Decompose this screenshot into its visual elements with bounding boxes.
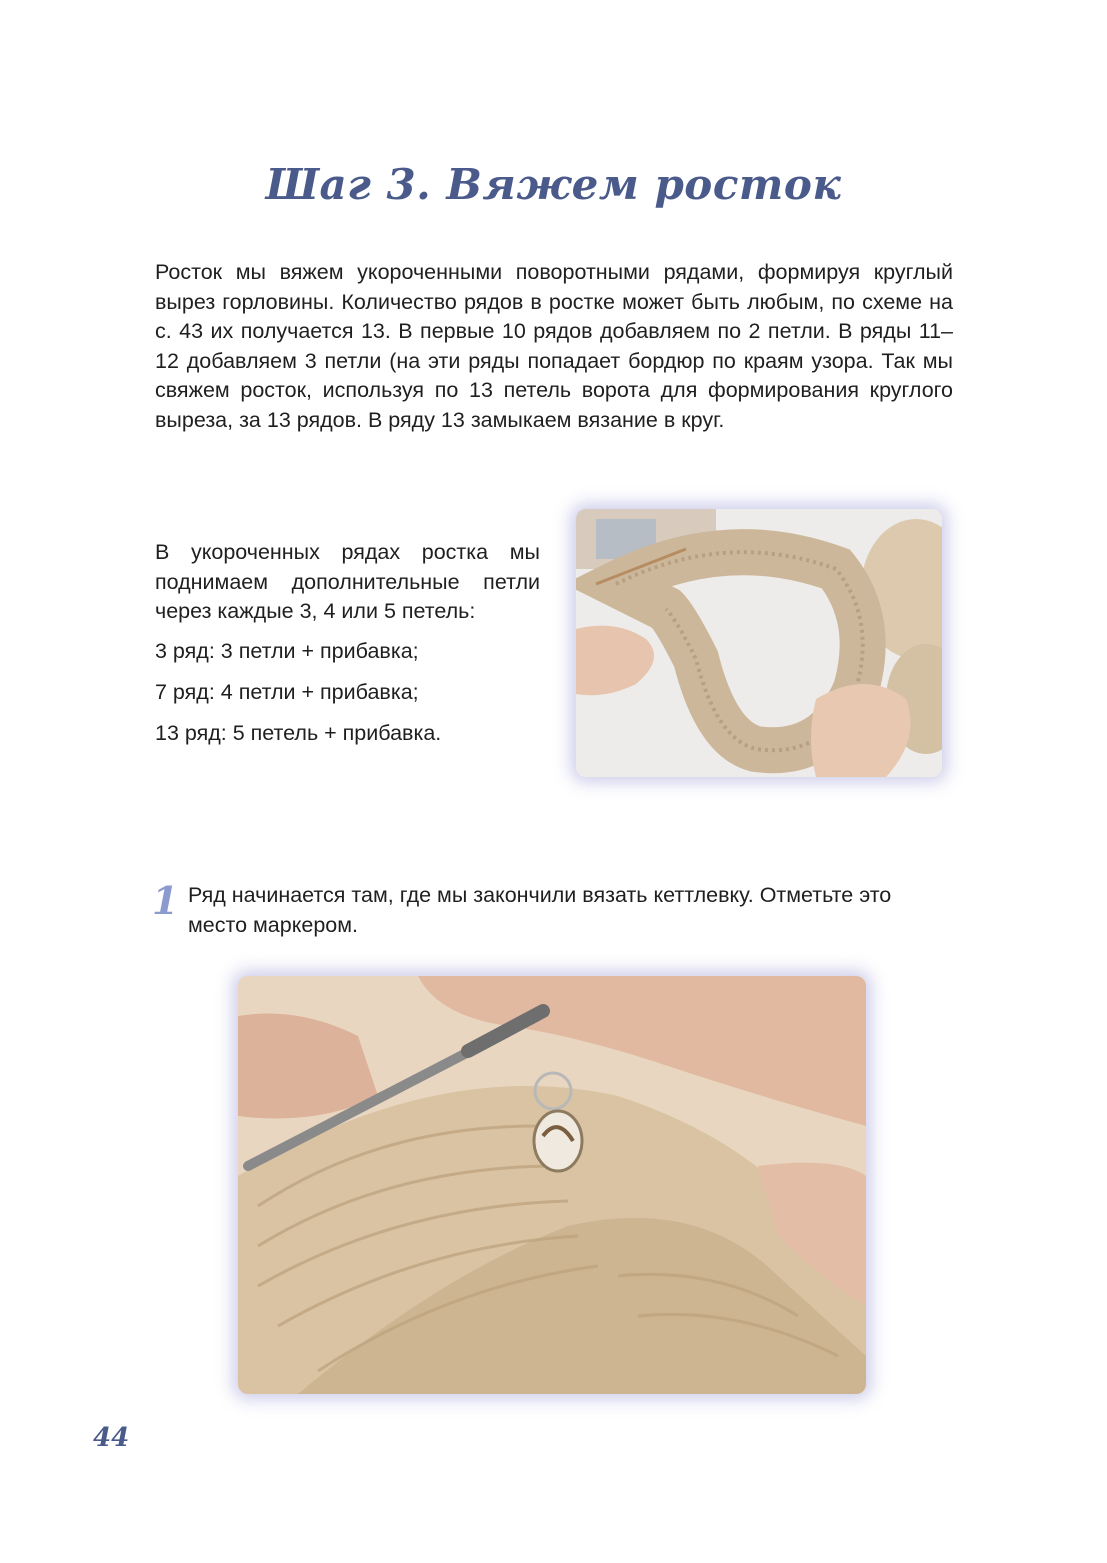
stitch-marker-photo bbox=[238, 976, 866, 1394]
list-item: 3 ряд: 3 петли + прибавка; bbox=[155, 639, 419, 663]
stitch-marker-illustration bbox=[238, 976, 866, 1394]
list-item: 13 ряд: 5 петель + прибавка. bbox=[155, 721, 442, 745]
step-number: 1 bbox=[152, 878, 179, 923]
row-increase-list bbox=[155, 636, 441, 759]
knitting-progress-illustration bbox=[576, 509, 942, 777]
short-rows-text: В укороченных рядах ростка мы поднимаем дополнительные петли через каждые 3, 4 или 5 петель: bbox=[155, 540, 540, 623]
step-text: Ряд начинается там, где мы закончили вязать кеттлевку. Отметьте это место маркером. bbox=[188, 883, 892, 937]
page-title: Шаг 3. Вяжем росток bbox=[265, 160, 842, 209]
list-item: 7 ряд: 4 петли + прибавка; bbox=[155, 680, 419, 704]
page-number: 44 bbox=[93, 1423, 130, 1453]
intro-paragraph: Росток мы вяжем укороченными поворотными рядами, формируя круглый вырез горловины. Количество рядов в ростке может быть любым, по схеме на с. 43 их получается 13. В первые 10 рядов добавляем по 2 петли. В ряды 11–12 добавляем 3 петли (на эти ряды попадает бордюр по краям узора. Так мы свяжем росток, используя по 13 петель ворота для формирования круглого выреза, за 13 рядов. В ряду 13 замыкаем вязание в круг. bbox=[155, 260, 953, 432]
knitting-progress-photo bbox=[576, 509, 942, 777]
